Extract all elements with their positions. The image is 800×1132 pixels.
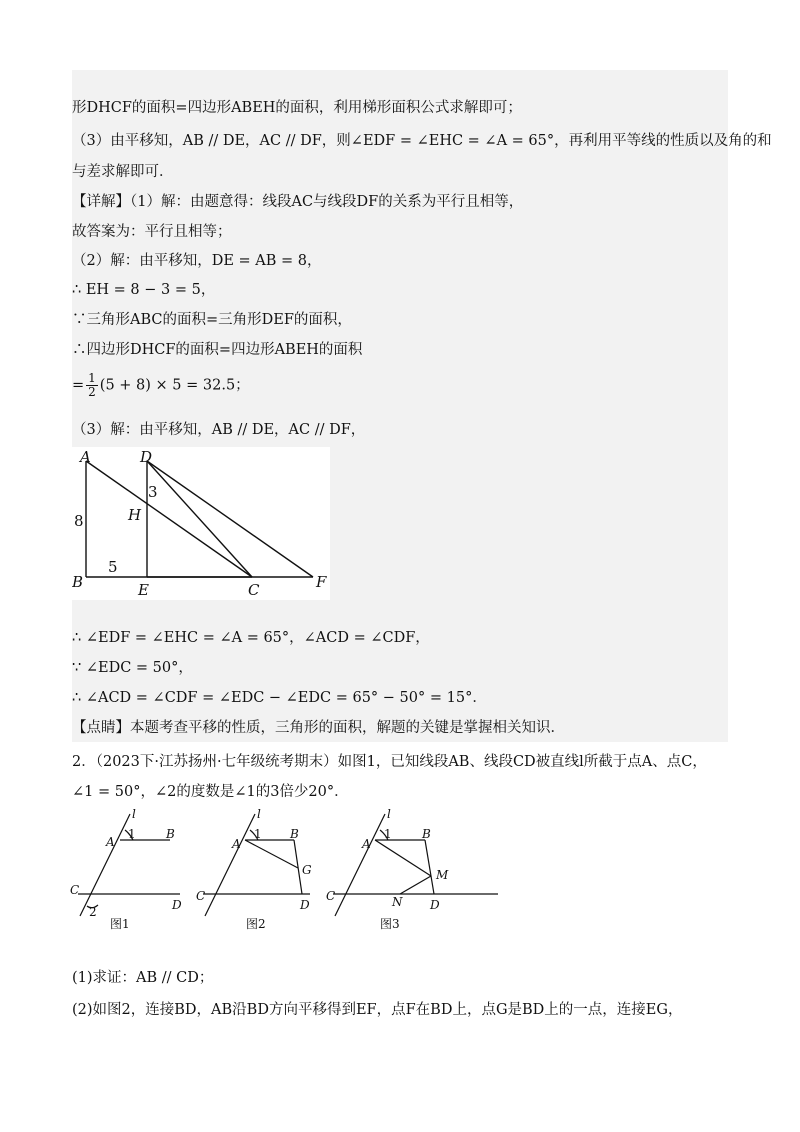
fig1-caption: 图1 <box>110 917 130 931</box>
label-H: H <box>128 506 142 524</box>
figure-1 <box>70 808 182 931</box>
fig2-label-B: B <box>290 827 299 841</box>
fig2-label-l: l <box>257 808 261 821</box>
solution-line-14: ∴ ∠ACD = ∠CDF = ∠EDC − ∠EDC = 65° − 50° = 15°． <box>72 690 487 706</box>
solution-line-8: ∵三角形ABC的面积=三角形DEF的面积， <box>72 312 352 328</box>
solution-line-13: ∵ ∠EDC = 50°， <box>72 660 193 676</box>
label-D: D <box>140 448 153 466</box>
solution-line-9: ∴四边形DHCF的面积=四边形ABEH的面积 <box>72 342 363 358</box>
fraction-numerator: 1 <box>88 371 96 385</box>
fig3-caption: 图3 <box>380 917 400 931</box>
fig3-label-M: M <box>436 868 449 882</box>
problem2-question-1: (1)求证：AB // CD； <box>72 970 214 986</box>
solution-line-1: 形DHCF的面积=四边形ABEH的面积，利用梯形面积公式求解即可； <box>72 100 522 116</box>
fig1-label-A: A <box>106 835 115 849</box>
fig1-label-B: B <box>166 827 175 841</box>
fig1-label-D: D <box>172 898 182 912</box>
label-A: A <box>80 448 91 466</box>
area-expression: (5 + 8) × 5 = 32.5； <box>99 377 250 394</box>
solution-line-6: （2）解：由平移知，DE = AB = 8， <box>72 253 322 269</box>
translation-figure <box>72 447 330 600</box>
fig1-label-l: l <box>132 808 136 821</box>
fig2-caption: 图2 <box>246 917 266 931</box>
equals-sign: = <box>72 377 85 394</box>
problem2-line-1: 2．（2023下·江苏扬州·七年级统考期末）如图1，已知线段AB、线段CD被直线l所截于点A、点C， <box>72 754 707 770</box>
solution-line-2: （3）由平移知，AB // DE，AC // DF，则∠EDF = ∠EHC = ∠A = 65°，再利用平等线的性质以及角的和 <box>72 133 772 149</box>
fraction-denominator: 2 <box>88 385 96 399</box>
fig1-angle-2: 2 <box>89 905 97 919</box>
fig2-label-D: D <box>300 898 310 912</box>
fig1-label-C: C <box>70 883 80 897</box>
figure-2 <box>196 808 312 931</box>
solution-line-11: （3）解：由平移知，AB // DE，AC // DF， <box>72 422 366 438</box>
solution-line-12: ∴ ∠EDF = ∠EHC = ∠A = 65°，∠ACD = ∠CDF， <box>72 630 430 646</box>
solution-line-4: 【详解】（1）解：由题意得：线段AC与线段DF的关系为平行且相等， <box>72 194 524 210</box>
solution-line-15: 【点睛】本题考查平移的性质，三角形的面积，解题的关键是掌握相关知识． <box>72 720 565 736</box>
fig2-angle-1: 1 <box>254 827 262 841</box>
length-BE-label: 5 <box>108 558 118 576</box>
fig2-label-A: A <box>232 837 241 851</box>
fig3-label-C: C <box>326 889 336 903</box>
fig1-angle-1: 1 <box>128 827 136 841</box>
fig3-label-N: N <box>392 895 403 909</box>
problem2-question-2: (2)如图2，连接BD，AB沿BD方向平移得到EF，点F在BD上，点G是BD上的一点，连接EG， <box>72 1002 683 1018</box>
fig2-label-G: G <box>302 863 312 877</box>
label-F: F <box>316 573 327 591</box>
fig3-label-l: l <box>387 808 391 821</box>
solution-line-3: 与差求解即可． <box>72 164 174 180</box>
fig2-label-C: C <box>196 889 206 903</box>
label-C: C <box>248 581 260 599</box>
figure-3 <box>326 808 498 931</box>
fig3-label-D: D <box>430 898 440 912</box>
length-DH-label: 3 <box>148 483 158 501</box>
problem2-figures <box>70 808 510 936</box>
fig3-label-A: A <box>362 837 371 851</box>
length-AB-label: 8 <box>74 512 84 530</box>
fig3-label-B: B <box>422 827 431 841</box>
solution-line-7: ∴ EH = 8 − 3 = 5， <box>72 282 216 298</box>
label-B: B <box>72 573 84 591</box>
problem2-line-2: ∠1 = 50°，∠2的度数是∠1的3倍少20°． <box>72 784 349 800</box>
fraction-one-half <box>86 372 98 399</box>
fig3-angle-1: 1 <box>384 827 392 841</box>
label-E: E <box>138 581 149 599</box>
solution-line-5: 故答案为：平行且相等； <box>72 224 232 240</box>
solution-line-10 <box>72 372 250 399</box>
